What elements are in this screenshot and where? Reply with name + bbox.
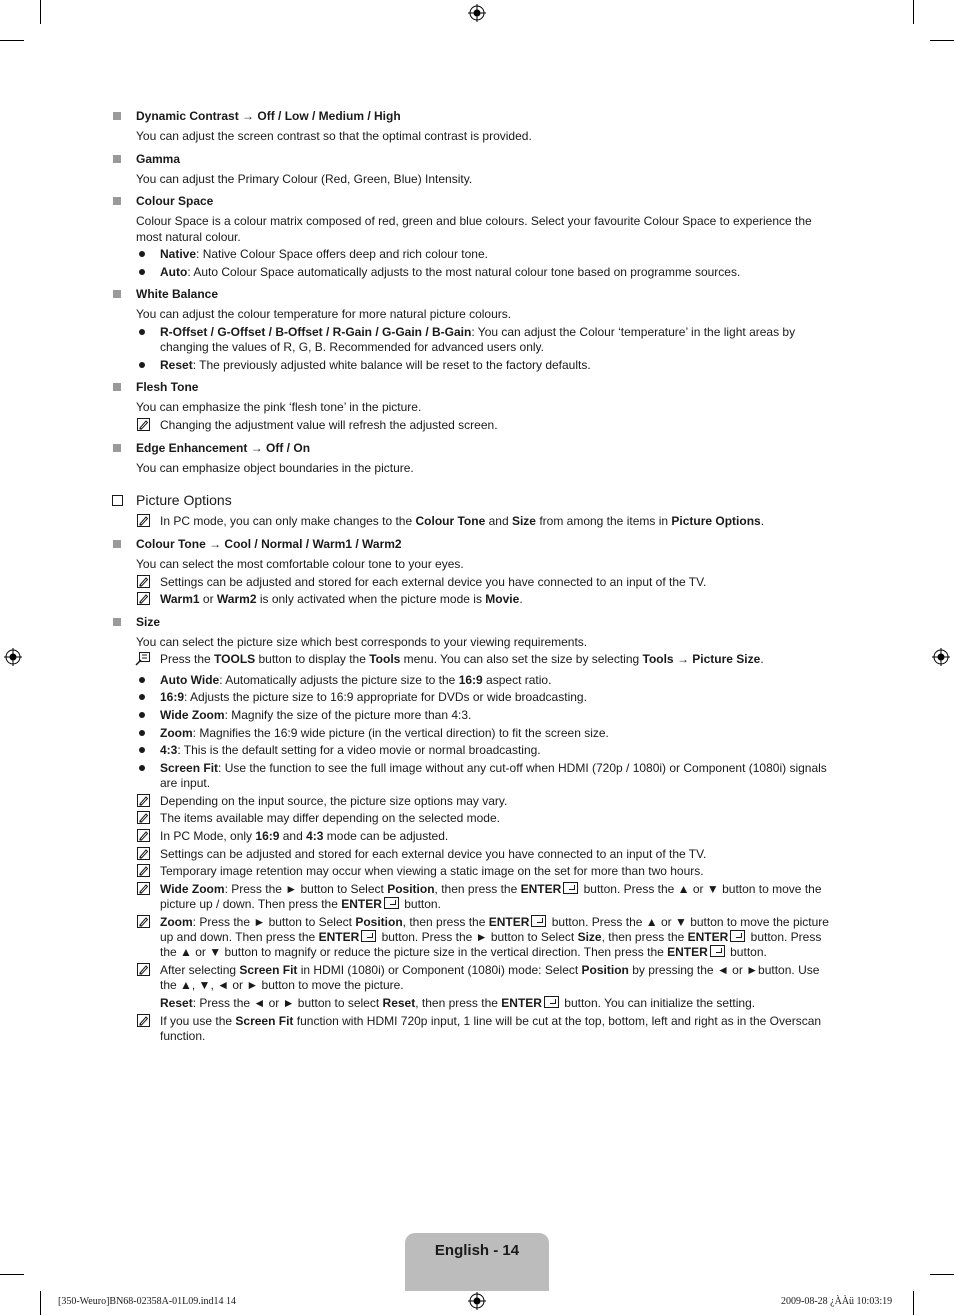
- note-text: Temporary image retention may occur when viewing a static image on the set for more than two hours.: [160, 864, 704, 878]
- enter-key-icon: [384, 897, 399, 909]
- heading-white-balance: White Balance: [136, 287, 219, 301]
- note-text: Settings can be adjusted and stored for each external device you have connected to an input of the TV.: [160, 847, 707, 861]
- note-text: Depending on the input source, the picture size options may vary.: [160, 794, 508, 808]
- list-item-continued: changing the values of R, G, B. Recommended for advanced users only.: [160, 340, 544, 354]
- square-bullet-icon: [113, 444, 121, 452]
- note-text-continued: the ▲, ▼, ◄ or ► button to move the picture.: [160, 978, 404, 992]
- heading-dynamic-contrast: Dynamic Contrast → Off / Low / Medium / High: [136, 109, 401, 123]
- note-text-continued: function.: [160, 1029, 206, 1043]
- note-icon: [137, 882, 150, 895]
- note-icon: [137, 418, 150, 431]
- note-text: In PC Mode, only 16:9 and 4:3 mode can be adjusted.: [160, 829, 449, 843]
- note-text: Wide Zoom: Press the ► button to Select Position, then press the ENTER button. Press the ▲ or ▼ button to move the: [160, 882, 822, 896]
- print-timestamp: 2009-08-28 ¿ÀÀü 10:03:19: [781, 1296, 893, 1307]
- enter-key-icon: [563, 882, 578, 894]
- dot-bullet-icon: [139, 269, 145, 275]
- note-text: After selecting Screen Fit in HDMI (1080i) or Component (1080i) mode: Select Position by pressing the ◄ or ►button. Use: [160, 963, 820, 977]
- dot-bullet-icon: [139, 362, 145, 368]
- page-number-tab: English - 14: [405, 1233, 549, 1291]
- square-bullet-icon: [113, 197, 121, 205]
- square-bullet-icon: [113, 540, 121, 548]
- note-text-continued: picture up / down. Then press the ENTER button.: [160, 897, 441, 911]
- list-item-continued: are input.: [160, 776, 211, 790]
- heading-gamma: Gamma: [136, 152, 181, 166]
- note-icon: [137, 847, 150, 860]
- heading-colour-space: Colour Space: [136, 194, 214, 208]
- dot-bullet-icon: [139, 329, 145, 335]
- note-text: Warm1 or Warm2 is only activated when the picture mode is Movie.: [160, 592, 523, 606]
- note-text-continued: Reset: Press the ◄ or ► button to select Reset, then press the ENTER button. You can initialize the setting.: [160, 996, 756, 1010]
- trim-mark: [913, 0, 914, 24]
- note-text-continued: up and down. Then press the ENTER button. Press the ► button to Select Size, then press the ENTER button. Press: [160, 930, 822, 944]
- note-icon: [137, 811, 150, 824]
- dot-bullet-icon: [139, 747, 145, 753]
- trim-mark: [0, 40, 24, 41]
- list-item: 4:3: This is the default setting for a video movie or normal broadcasting.: [160, 743, 541, 757]
- description: You can adjust the Primary Colour (Red, Green, Blue) Intensity.: [136, 172, 473, 186]
- square-bullet-icon: [113, 112, 121, 120]
- note-icon: [137, 794, 150, 807]
- dot-bullet-icon: [139, 765, 145, 771]
- registration-mark-icon: [468, 4, 486, 22]
- enter-key-icon: [730, 930, 745, 942]
- list-item: Native: Native Colour Space offers deep and rich colour tone.: [160, 247, 488, 261]
- enter-key-icon: [710, 945, 725, 957]
- note-text: In PC mode, you can only make changes to the Colour Tone and Size from among the items in Picture Options.: [160, 514, 765, 528]
- heading-size: Size: [136, 615, 161, 629]
- file-info: [350-Weuro]BN68-02358A-01L09.ind14 14: [58, 1296, 237, 1307]
- description: Colour Space is a colour matrix composed of red, green and blue colours. Select your favourite Colour Space to experience the: [136, 214, 812, 228]
- trim-mark: [40, 0, 41, 24]
- square-bullet-icon: [113, 383, 121, 391]
- description: You can emphasize the pink ‘flesh tone’ in the picture.: [136, 400, 422, 414]
- note-text: The items available may differ depending on the selected mode.: [160, 811, 500, 825]
- description: You can adjust the screen contrast so that the optimal contrast is provided.: [136, 129, 532, 143]
- note-icon: [137, 963, 150, 976]
- list-item: Wide Zoom: Magnify the size of the picture more than 4:3.: [160, 708, 472, 722]
- list-item: Screen Fit: Use the function to see the full image without any cut-off when HDMI (720p / 1080i) or Component (1080i) signals: [160, 761, 827, 775]
- description: You can adjust the colour temperature for more natural picture colours.: [136, 307, 512, 321]
- registration-mark-icon: [932, 648, 950, 666]
- registration-mark-icon: [4, 648, 22, 666]
- note-icon: [137, 1014, 150, 1027]
- trim-mark: [913, 1291, 914, 1315]
- square-bullet-icon: [113, 290, 121, 298]
- square-bullet-icon: [113, 618, 121, 626]
- tools-icon: [135, 652, 151, 666]
- note-text: If you use the Screen Fit function with HDMI 720p input, 1 line will be cut at the top, bottom, left and right as in the Overscan: [160, 1014, 822, 1028]
- trim-mark: [40, 1291, 41, 1315]
- trim-mark: [0, 1274, 24, 1275]
- note-icon: [137, 592, 150, 605]
- dot-bullet-icon: [139, 730, 145, 736]
- description: You can select the most comfortable colour tone to your eyes.: [136, 557, 464, 571]
- list-item: Auto Wide: Automatically adjusts the picture size to the 16:9 aspect ratio.: [160, 673, 552, 687]
- description: You can emphasize object boundaries in the picture.: [136, 461, 414, 475]
- note-icon: [137, 514, 150, 527]
- dot-bullet-icon: [139, 694, 145, 700]
- list-item: Zoom: Magnifies the 16:9 wide picture (in the vertical direction) to fit the screen size.: [160, 726, 609, 740]
- note-icon: [137, 864, 150, 877]
- description: You can select the picture size which best corresponds to your viewing requirements.: [136, 635, 588, 649]
- list-item: Reset: The previously adjusted white balance will be reset to the factory defaults.: [160, 358, 591, 372]
- dot-bullet-icon: [139, 677, 145, 683]
- enter-key-icon: [544, 996, 559, 1008]
- enter-key-icon: [361, 930, 376, 942]
- heading-colour-tone: Colour Tone → Cool / Normal / Warm1 / Warm2: [136, 537, 402, 551]
- section-title-picture-options: Picture Options: [136, 492, 232, 508]
- list-item: R-Offset / G-Offset / B-Offset / R-Gain / G-Gain / B-Gain: You can adjust the Colour ‘temperature’ in the light areas by: [160, 325, 796, 339]
- section-checkbox-icon: [112, 495, 123, 506]
- dot-bullet-icon: [139, 712, 145, 718]
- list-item: 16:9: Adjusts the picture size to 16:9 appropriate for DVDs or wide broadcasting.: [160, 690, 587, 704]
- note-text: Settings can be adjusted and stored for each external device you have connected to an input of the TV.: [160, 575, 707, 589]
- note-text: Zoom: Press the ► button to Select Position, then press the ENTER button. Press the ▲ or ▼ button to move the picture: [160, 915, 829, 929]
- heading-flesh-tone: Flesh Tone: [136, 380, 199, 394]
- registration-mark-icon: [468, 1292, 486, 1310]
- tools-note-text: Press the TOOLS button to display the Tools menu. You can also set the size by selecting Tools → Picture Size.: [160, 652, 764, 666]
- trim-mark: [930, 40, 954, 41]
- note-text: Changing the adjustment value will refresh the adjusted screen.: [160, 418, 498, 432]
- note-icon: [137, 915, 150, 928]
- enter-key-icon: [531, 915, 546, 927]
- dot-bullet-icon: [139, 251, 145, 257]
- square-bullet-icon: [113, 155, 121, 163]
- note-icon: [137, 575, 150, 588]
- note-text-continued: the ▲ or ▼ button to magnify or reduce the picture size in the vertical direction. Then press the ENTER button.: [160, 945, 767, 959]
- list-item: Auto: Auto Colour Space automatically adjusts to the most natural colour tone based on programme sources.: [160, 265, 741, 279]
- description: most natural colour.: [136, 230, 241, 244]
- note-icon: [137, 829, 150, 842]
- trim-mark: [930, 1274, 954, 1275]
- heading-edge-enhancement: Edge Enhancement → Off / On: [136, 441, 311, 455]
